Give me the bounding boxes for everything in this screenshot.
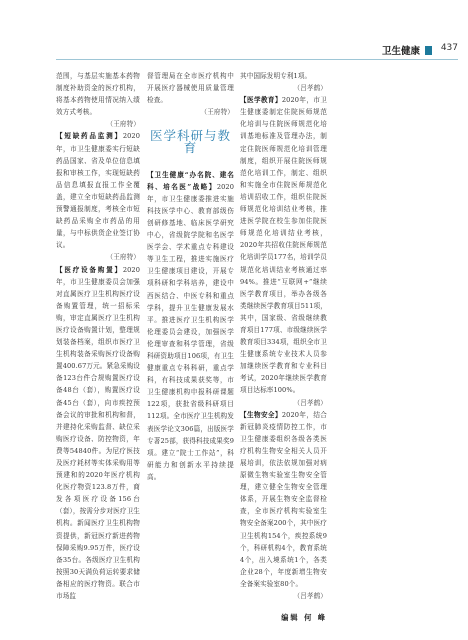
page-number: 437: [440, 43, 458, 53]
paragraph: [240, 409, 327, 590]
paragraph: 其中国际发明专利1项。: [240, 72, 312, 80]
paragraph-title: 【短缺药品监测】: [56, 132, 123, 141]
paragraph-body: 2020年，结合新冠肺炎疫情防控工作，市卫生健康委组织各级各类医疗机构生物安全相关人员开展培训，依法依规加强对病原微生物实验室生物安全管理，建立健全生物安全管理体系，开展生物安全监督检查，全市医疗机构实验室生物安全备案200个，其中医疗卫生机构154个，疾控系统9个，科研机构4个，教育系统4个，出入境系统1个，各类企业28个，年度新增生物安全备案实验室80个。: [240, 410, 327, 588]
paragraph: 范围，与基层实施基本药物制度补助资金的医疗机构，将基本药物使用情况纳入绩效方式考核。: [56, 72, 140, 117]
paragraph-body: 2020年，市卫生健康委实行短缺药品国家、省及单位信息填报和审核工作，实现短缺药品信息填报直报工作全覆盖，建立全市短缺药品监测预警通报制度，考核全市短缺药品采购全市药品的用量，与中标供货企业签订协议。: [56, 132, 140, 250]
paragraph: [147, 169, 234, 483]
author-credit: （吕孝鹤）: [293, 84, 327, 93]
paragraph-title: 【卫生健康“办名院、建名科、培名医”战略】: [147, 170, 234, 191]
paragraph-body: 2020年，市卫生健康委制定住院医师规范化培训与住院医师规范化培训基地标准及管理办法，制定住院医师规范化培训管理制度，组织开展住院医师规范化培训工作，制定、组织和实施全市住院医师规范化培训招收工作，组织住院医师规范化培训结业考核，推进医学院在校生参加住院医师规范化培训结业考核，2020年共招收住院医师规范化培训学员177名，培训学员规范化培训结业考核通过率94%。推进“互联网+”继续医学教育项目，举办各级各类继续医学教育项目511项，其中，国家级、省级继续教育项目177项、市级继续医学教育项目334项，组织全市卫生健康系统专业技术人员参加继续医学教育和专业科目考试，2020年继续医学教育项目达标率100%。: [240, 96, 327, 395]
paragraph: [240, 94, 327, 396]
author-credit: （吕孝鹤）: [293, 592, 327, 601]
section-name: 卫生健康: [381, 46, 420, 57]
paragraph-body: 2020年，市卫生健康委员会加强对直属医疗卫生机构医疗设备购置管理，统一招标采购，审定直属医疗卫生机构医疗设备购置计划，整理规划装备档案，组织市医疗卫生机构装备采购医疗设备购置400.67万元。紧急采购设备123台件合规购置医疗设备48台（套），购置医疗设备45台（套），向市疾控预备会议的审批和机构和督，并建持化采购监督、缺位采购医疗设备、防控物资，年费等54840件。为尼疗医技及医疗耗材等实体采购用等预建和的2020年医疗机构化医疗物资123.8万件，商发各项医疗设备156台（套），按需分步对医疗卫生机构。新闻医疗卫生机构物资提供，新冠医疗新进药物保障采购9.95万件，医疗设备35台。各级医疗卫生机构按照30天满负荷运转要求储备相应的医疗物资。联合市市场监: [56, 265, 140, 601]
page-header: [0, 42, 468, 62]
header-accent-bar: [425, 46, 432, 55]
column-3: [240, 70, 327, 624]
column-1: [56, 70, 140, 602]
author-credit: （王府特）: [106, 120, 140, 129]
paragraph-title: 【医学教育】: [240, 96, 282, 105]
editor-credit: 编辑 何 峰: [281, 613, 327, 623]
author-credit: （吕孝鹤）: [293, 398, 327, 407]
paragraph: [56, 130, 140, 251]
section-title: 医学科研与教育: [149, 128, 231, 156]
paragraph-title: 【医疗设备购置】: [56, 265, 123, 274]
header-rule: [56, 59, 458, 60]
paragraph: [56, 264, 140, 603]
paragraph-title: 【生物安全】: [240, 410, 282, 419]
column-2: [147, 70, 234, 483]
paragraph-body: 2020年，市卫生健康委推进实施科技医学中心、教育部级伤创研修基地、临床医学研究中心，省级院学院和名医学医学会、学术重点专科建设等卫生工程，推进实施医疗卫生健康项目建设，开展专项科研和学科培养，建设中西医结合、中医专科和重点学科，提升卫生健康发展水平。推进医疗卫生机构医学伦理委员会建设，加强医学伦理审查和科学管理，省级科研资助项目106项，有卫生健康重点专科科研，重点学科，有科技成果获奖等，市卫生健康机构申报科研课题122项，获批省级科研项目112项。全市医疗卫生机构发表医学论文306篇，出版医学专著25部，获得科技成果奖9项。建立“院士工作站”，科研能力和创新水平持续提高。: [147, 182, 234, 481]
author-credit: （王府特）: [200, 108, 234, 117]
paragraph: 督管理局在全市医疗机构中开展医疗器械使用质量管理检查。: [147, 72, 234, 105]
author-credit: （王府特）: [106, 253, 140, 262]
